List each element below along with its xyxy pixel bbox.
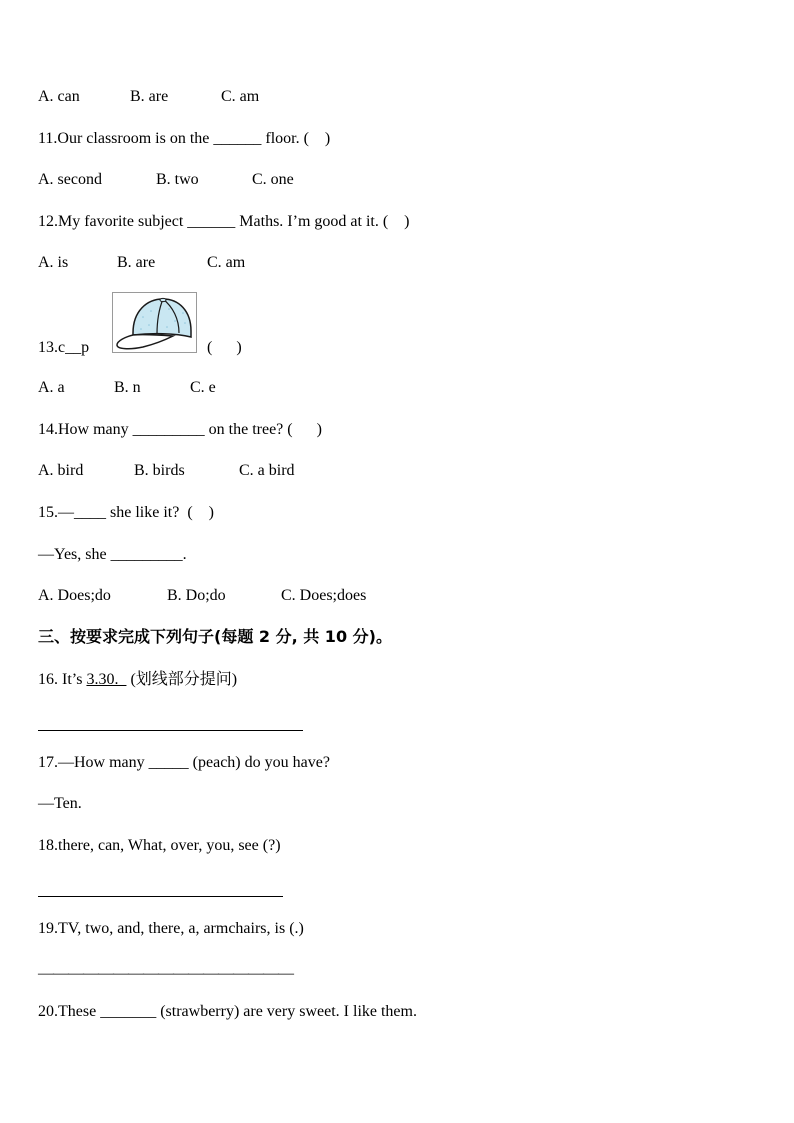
q15-option-a: A. Does;do (38, 587, 111, 604)
q12-option-a: A. is (38, 254, 69, 271)
q19-answer-line: ————————————————— (38, 965, 293, 982)
q16-answer-line (38, 730, 303, 731)
q11-option-b: B. two (156, 171, 199, 188)
q16-question (38, 670, 237, 690)
q12-question: 12.My favorite subject ______ Maths. I’m good at it. ( ) (38, 213, 410, 230)
q16-prefix: 16. It’s (38, 671, 87, 688)
q14-option-a: A. bird (38, 462, 84, 479)
q13-question: 13.c__p (38, 339, 90, 356)
q16-underlined-part: 3.30. (86, 671, 127, 688)
q18-question: 18.there, can, What, over, you, see (?) (38, 837, 281, 854)
q12-option-b: B. are (117, 254, 156, 271)
q10-option-a: A. can (38, 88, 80, 105)
q10-option-c: C. am (221, 88, 260, 105)
q10-option-b: B. are (130, 88, 169, 105)
cap-icon (113, 293, 196, 352)
q11-option-a: A. second (38, 171, 102, 188)
q12-option-c: C. am (207, 254, 246, 271)
q14-option-c: C. a bird (239, 462, 295, 479)
q15-answer: —Yes, she _________. (38, 546, 187, 563)
q13-answer-paren: ( ) (207, 339, 242, 356)
q14-question: 14.How many _________ on the tree? ( ) (38, 421, 322, 438)
q11-question: 11.Our classroom is on the ______ floor. ( ) (38, 130, 331, 147)
q13-option-a: A. a (38, 379, 65, 396)
q19-question: 19.TV, two, and, there, a, armchairs, is (.) (38, 920, 304, 937)
q17-answer: —Ten. (38, 795, 82, 812)
q17-question: 17.—How many _____ (peach) do you have? (38, 754, 330, 771)
q14-option-b: B. birds (134, 462, 185, 479)
q11-option-c: C. one (252, 171, 294, 188)
q15-question: 15.—____ she like it? ( ) (38, 504, 214, 521)
q18-answer-line (38, 896, 283, 897)
q16-suffix: (划线部分提问) (126, 671, 238, 688)
q13-option-b: B. n (114, 379, 141, 396)
cap-picture (112, 292, 197, 353)
q20-question: 20.These _______ (strawberry) are very sweet. I like them. (38, 1003, 417, 1020)
q15-option-b: B. Do;do (167, 587, 226, 604)
q13-option-c: C. e (190, 379, 216, 396)
q15-option-c: C. Does;does (281, 587, 367, 604)
section-3-heading: 三、按要求完成下列句子(每题 2 分, 共 10 分)。 (38, 627, 392, 646)
